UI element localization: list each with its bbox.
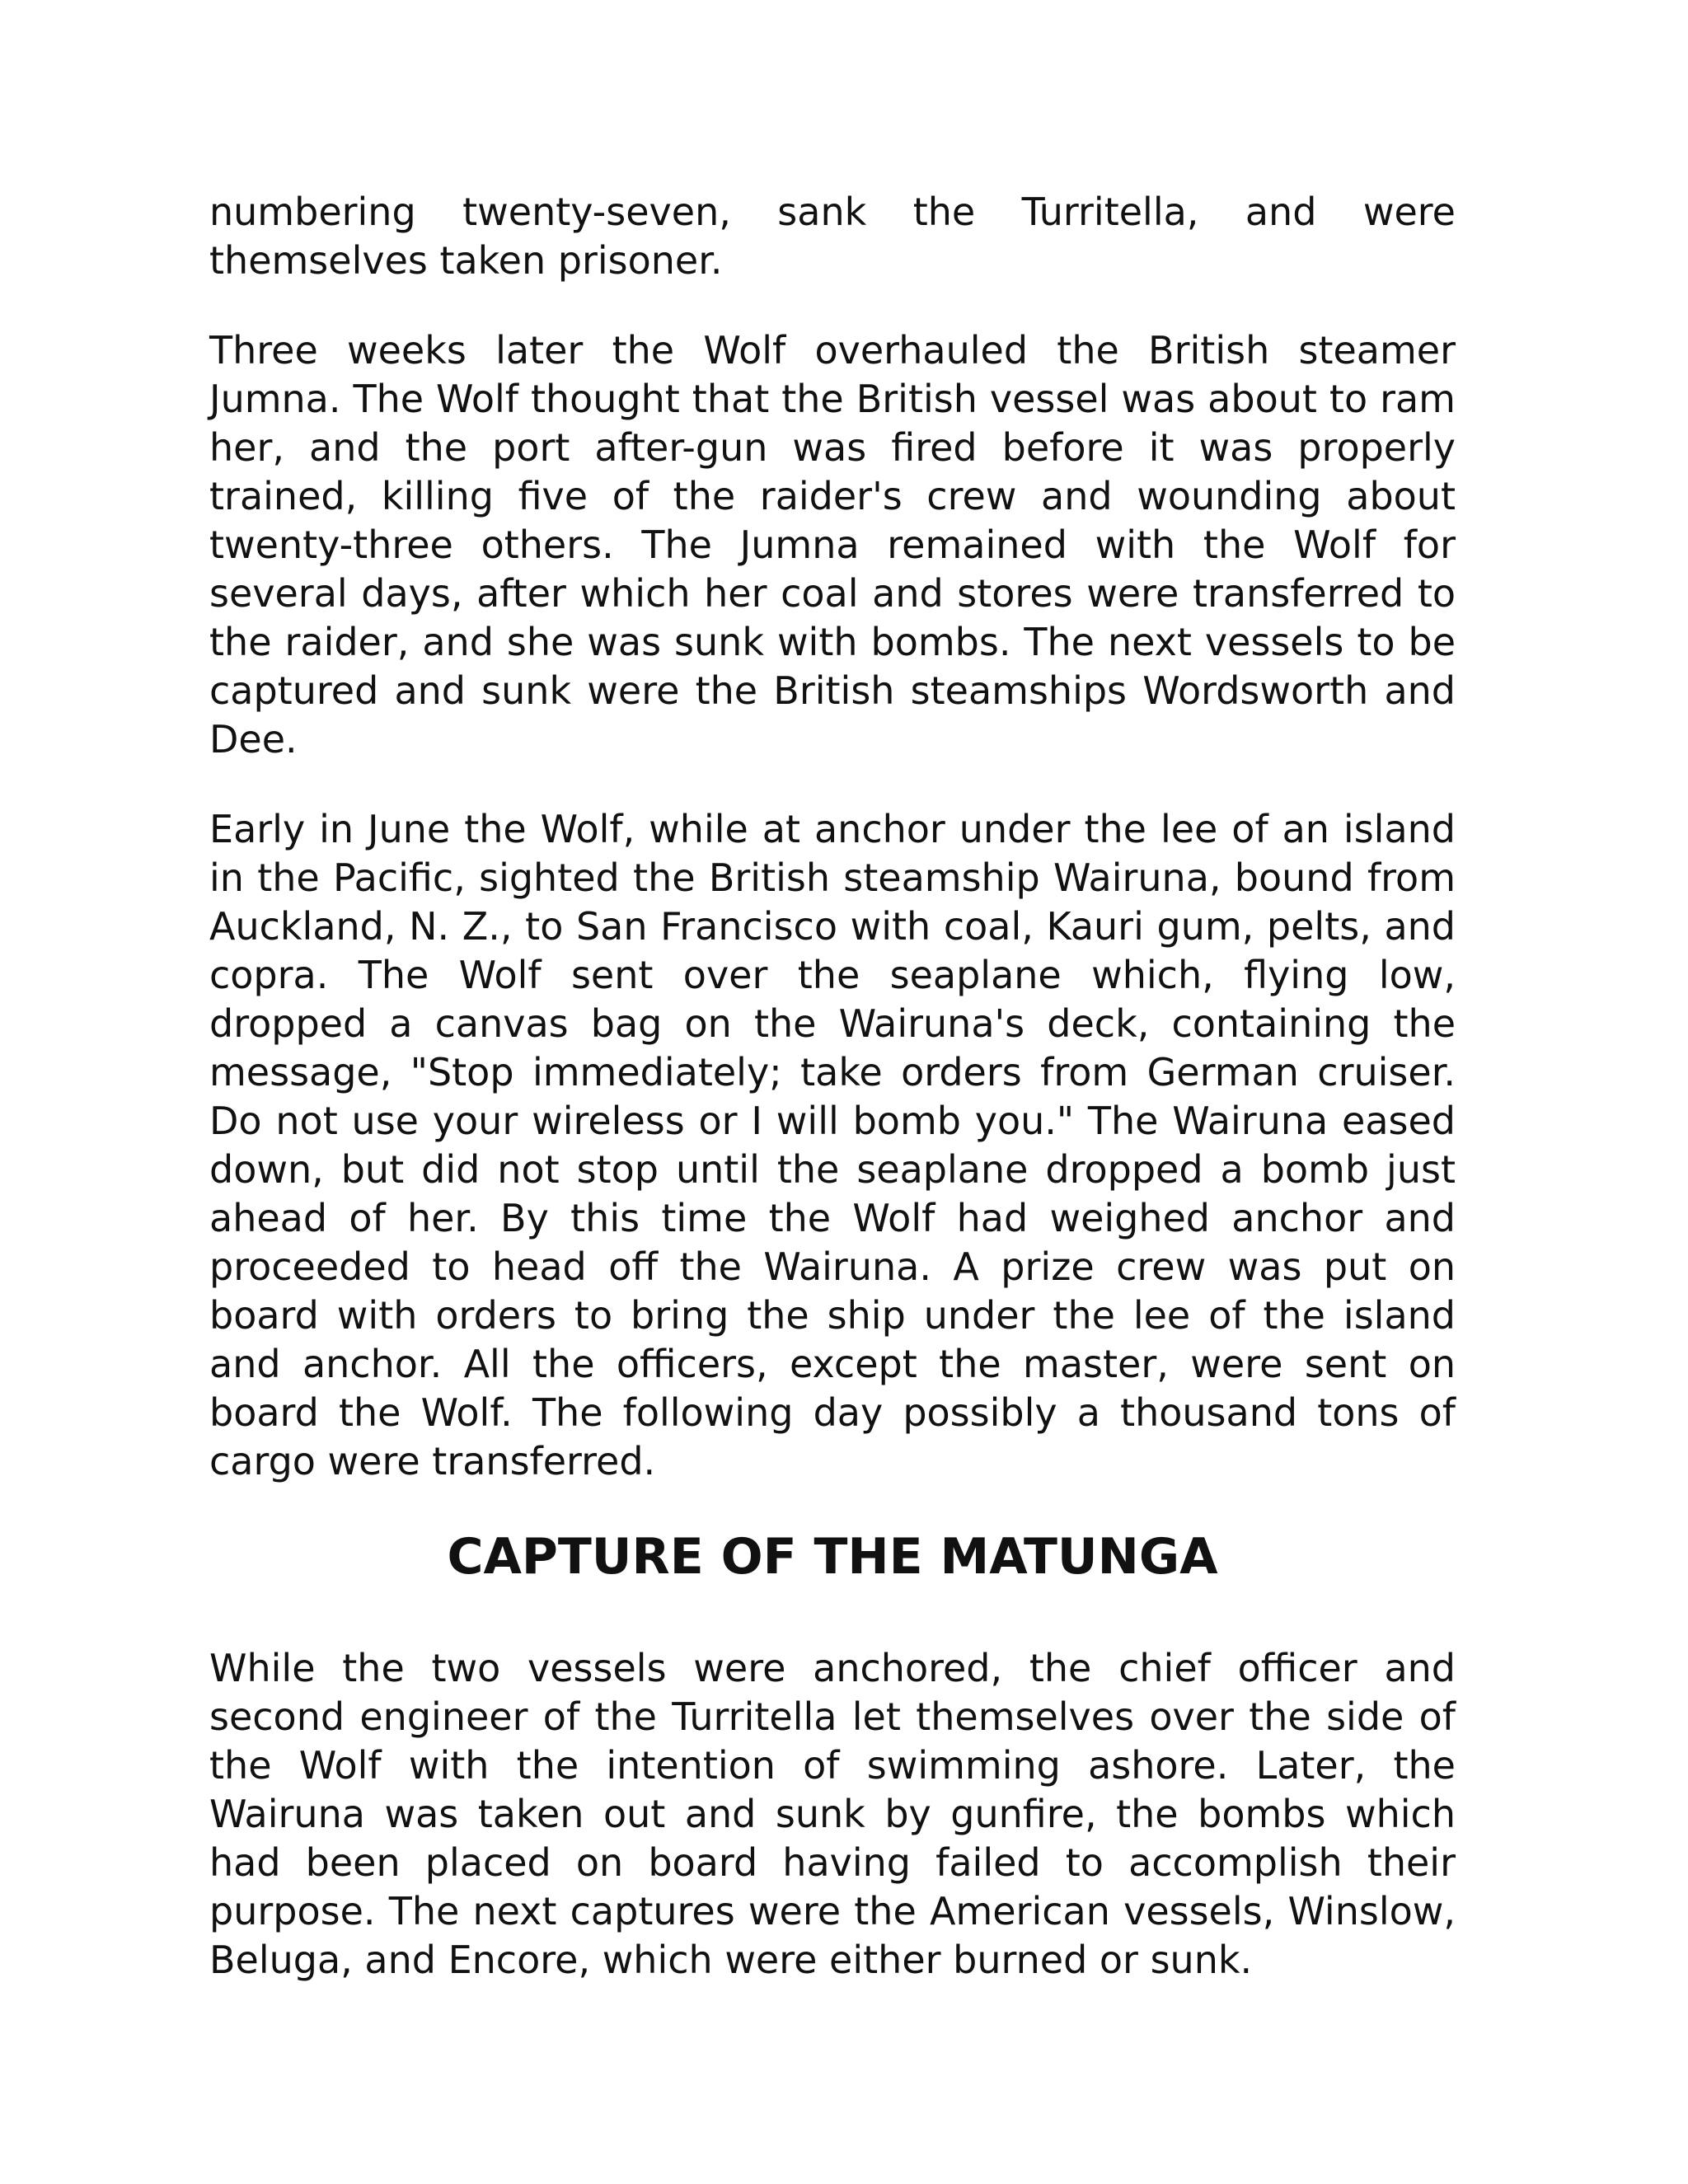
document-page [209, 188, 1456, 2026]
paragraph-jumna: Three weeks later the Wolf overhauled the British steamer Jumna. The Wolf thought that the British vessel was about to ram her, and the port after-gun was fired before it was properly trained, killing five of the raider's crew and wounding about twenty-three others. The Jumna remained with the Wolf for several days, after which her coal and stores were transferred to the raider, and she was sunk with bombs. The next vessels to be captured and sunk were the British steamships Wordsworth and Dee. [209, 328, 1456, 762]
paragraph-captures: While the two vessels were anchored, the chief officer and second engineer of the Turritella let themselves over the side of the Wolf with the intention of swimming ashore. Later, the Wairuna was taken out and sunk by gunfire, the bombs which had been placed on board having failed to accomplish their purpose. The next captures were the American vessels, Winslow, Beluga, and Encore, which were either burned or sunk. [209, 1646, 1456, 1982]
section-heading: CAPTURE OF THE MATUNGA [447, 1528, 1218, 1586]
paragraph-wairuna: Early in June the Wolf, while at anchor under the lee of an island in the Pacific, sighted the British steamship Wairuna, bound from Auckland, N. Z., to San Francisco with coal, Kauri gum, pelts, and copra. The Wolf sent over the seaplane which, flying low, dropped a canvas bag on the Wairuna's deck, containing the message, "Stop immediately; take orders from German cruiser. Do not use your wireless or I will bomb you." The Wairuna eased down, but did not stop until the seaplane dropped a bomb just ahead of her. By this time the Wolf had weighed anchor and proceeded to head off the Wairuna. A prize crew was put on board with orders to bring the ship under the lee of the island and anchor. All the officers, except the master, were sent on board the Wolf. The following day possibly a thousand tons of cargo were transferred. [209, 807, 1456, 1483]
paragraph-prisoners: numbering twenty-seven, sank the Turritella, and were themselves taken prisoner. [209, 190, 1456, 283]
